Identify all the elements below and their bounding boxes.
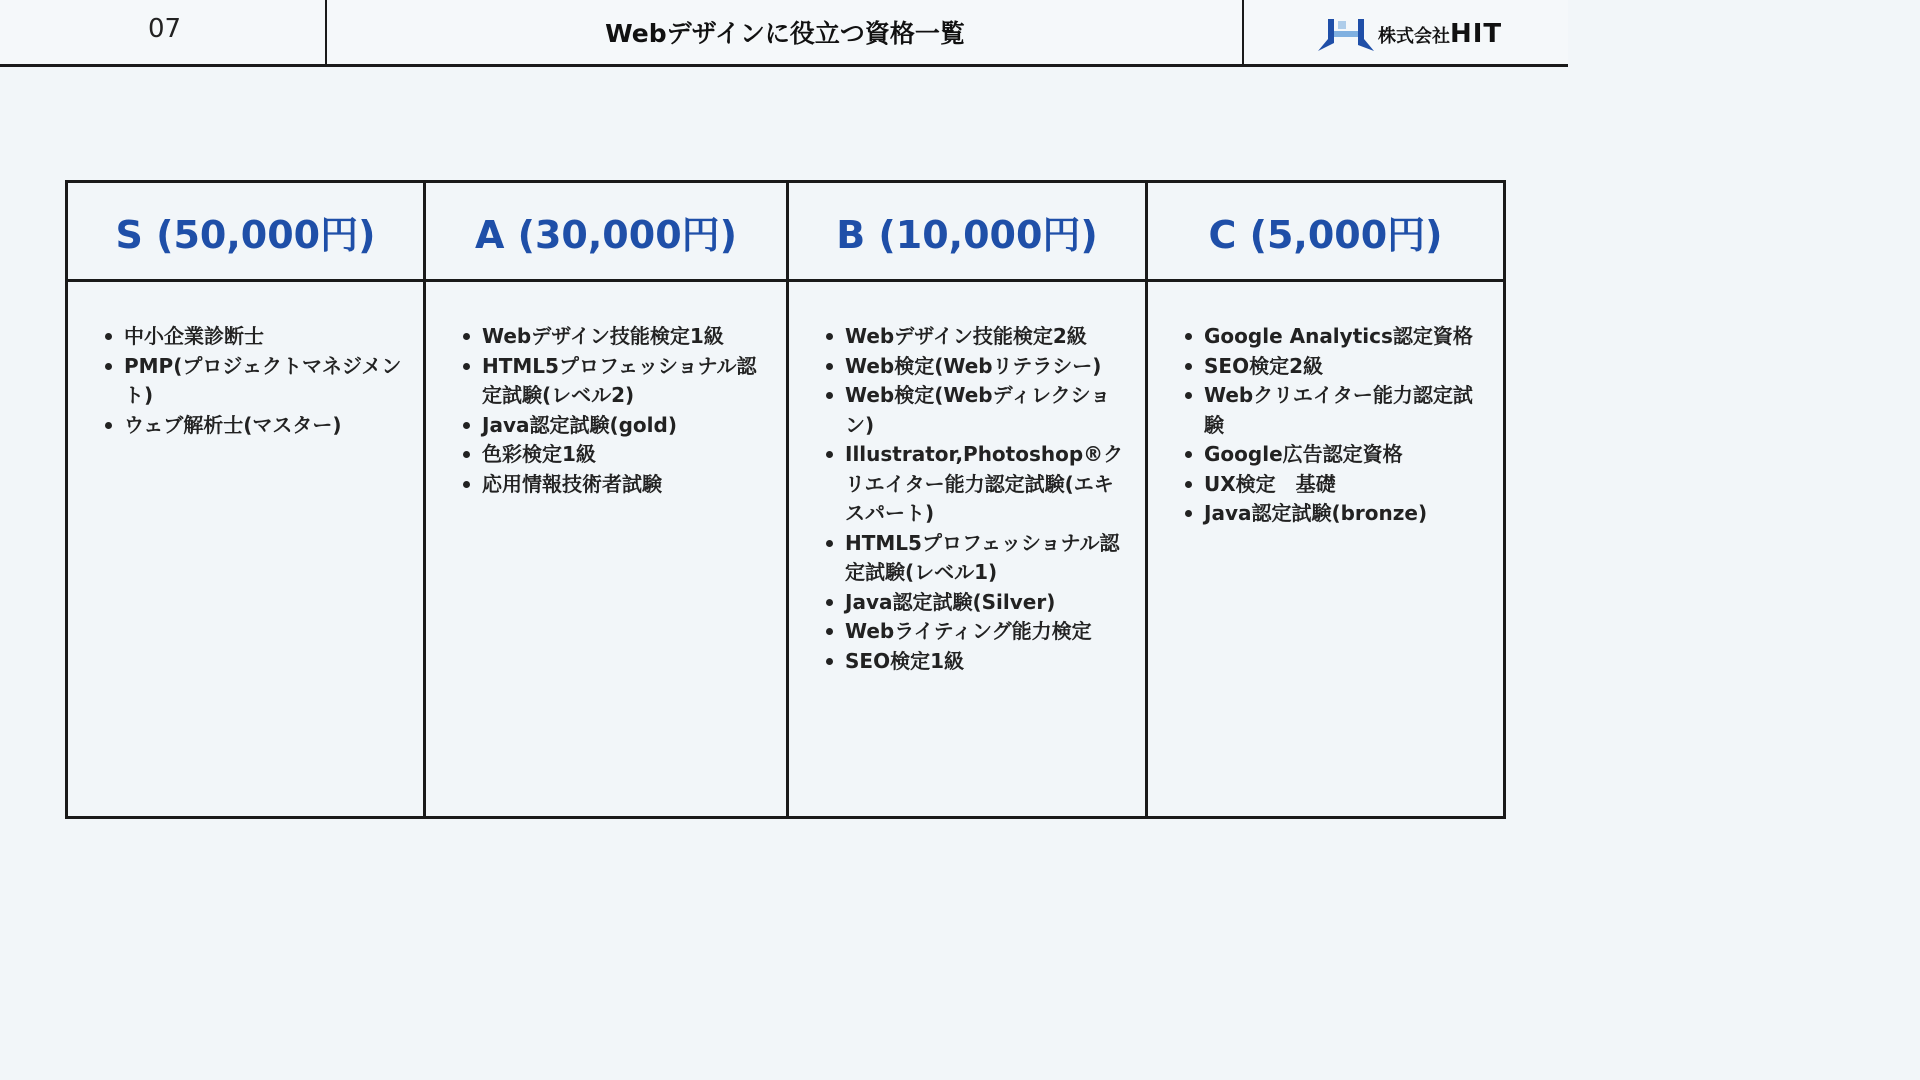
qualification-item: UX検定 基礎	[1182, 470, 1483, 500]
company-prefix: 株式会社	[1378, 26, 1450, 47]
qualification-item: Webデザイン技能検定2級	[823, 322, 1125, 352]
qualification-list	[460, 322, 766, 499]
qualification-list	[823, 322, 1125, 676]
page-number: 07	[148, 14, 182, 44]
grade-body	[789, 282, 1145, 676]
qualification-item: Google Analytics認定資格	[1182, 322, 1483, 352]
grade-column-c	[1145, 183, 1503, 816]
slide-header	[0, 0, 1568, 67]
grade-column-s	[68, 183, 423, 816]
slide-title: Webデザインに役立つ資格一覧	[605, 19, 965, 48]
qualification-item: 中小企業診断士	[102, 322, 403, 352]
qualification-item: Java認定試験(bronze)	[1182, 499, 1483, 529]
qualification-item: Illustrator,Photoshop®クリエイター能力認定試験(エキスパート)	[823, 440, 1125, 529]
grade-heading: C (5,000円)	[1148, 183, 1503, 282]
grade-column-a	[423, 183, 786, 816]
grade-heading: S (50,000円)	[68, 183, 423, 282]
qualification-item: Webライティング能力検定	[823, 617, 1125, 647]
grade-heading: A (30,000円)	[426, 183, 786, 282]
qualification-item: HTML5プロフェッショナル認定試験(レベル2)	[460, 352, 766, 411]
header-divider	[1242, 0, 1244, 64]
hit-logo-icon	[1318, 17, 1374, 51]
company-brand: HIT	[1450, 19, 1503, 49]
company-name	[1378, 19, 1502, 49]
qualification-item: 色彩検定1級	[460, 440, 766, 470]
qualification-item: Web検定(Webディレクション)	[823, 381, 1125, 440]
qualification-list	[102, 322, 403, 440]
qualification-list	[1182, 322, 1483, 529]
qualification-item: Google広告認定資格	[1182, 440, 1483, 470]
qualification-item: ウェブ解析士(マスター)	[102, 411, 403, 441]
qualification-item: SEO検定1級	[823, 647, 1125, 677]
grade-heading: B (10,000円)	[789, 183, 1145, 282]
qualification-item: PMP(プロジェクトマネジメント)	[102, 352, 403, 411]
grade-body	[426, 282, 786, 499]
qualification-item: 応用情報技術者試験	[460, 470, 766, 500]
qualification-grade-table	[65, 180, 1506, 819]
qualification-item: Webクリエイター能力認定試験	[1182, 381, 1483, 440]
qualification-item: Java認定試験(Silver)	[823, 588, 1125, 618]
qualification-item: SEO検定2級	[1182, 352, 1483, 382]
grade-column-b	[786, 183, 1145, 816]
grade-body	[68, 282, 423, 440]
qualification-item: HTML5プロフェッショナル認定試験(レベル1)	[823, 529, 1125, 588]
qualification-item: Java認定試験(gold)	[460, 411, 766, 441]
qualification-item: Webデザイン技能検定1級	[460, 322, 766, 352]
header-divider	[325, 0, 327, 64]
qualification-item: Web検定(Webリテラシー)	[823, 352, 1125, 382]
grade-body	[1148, 282, 1503, 529]
company-logo	[1318, 16, 1502, 52]
